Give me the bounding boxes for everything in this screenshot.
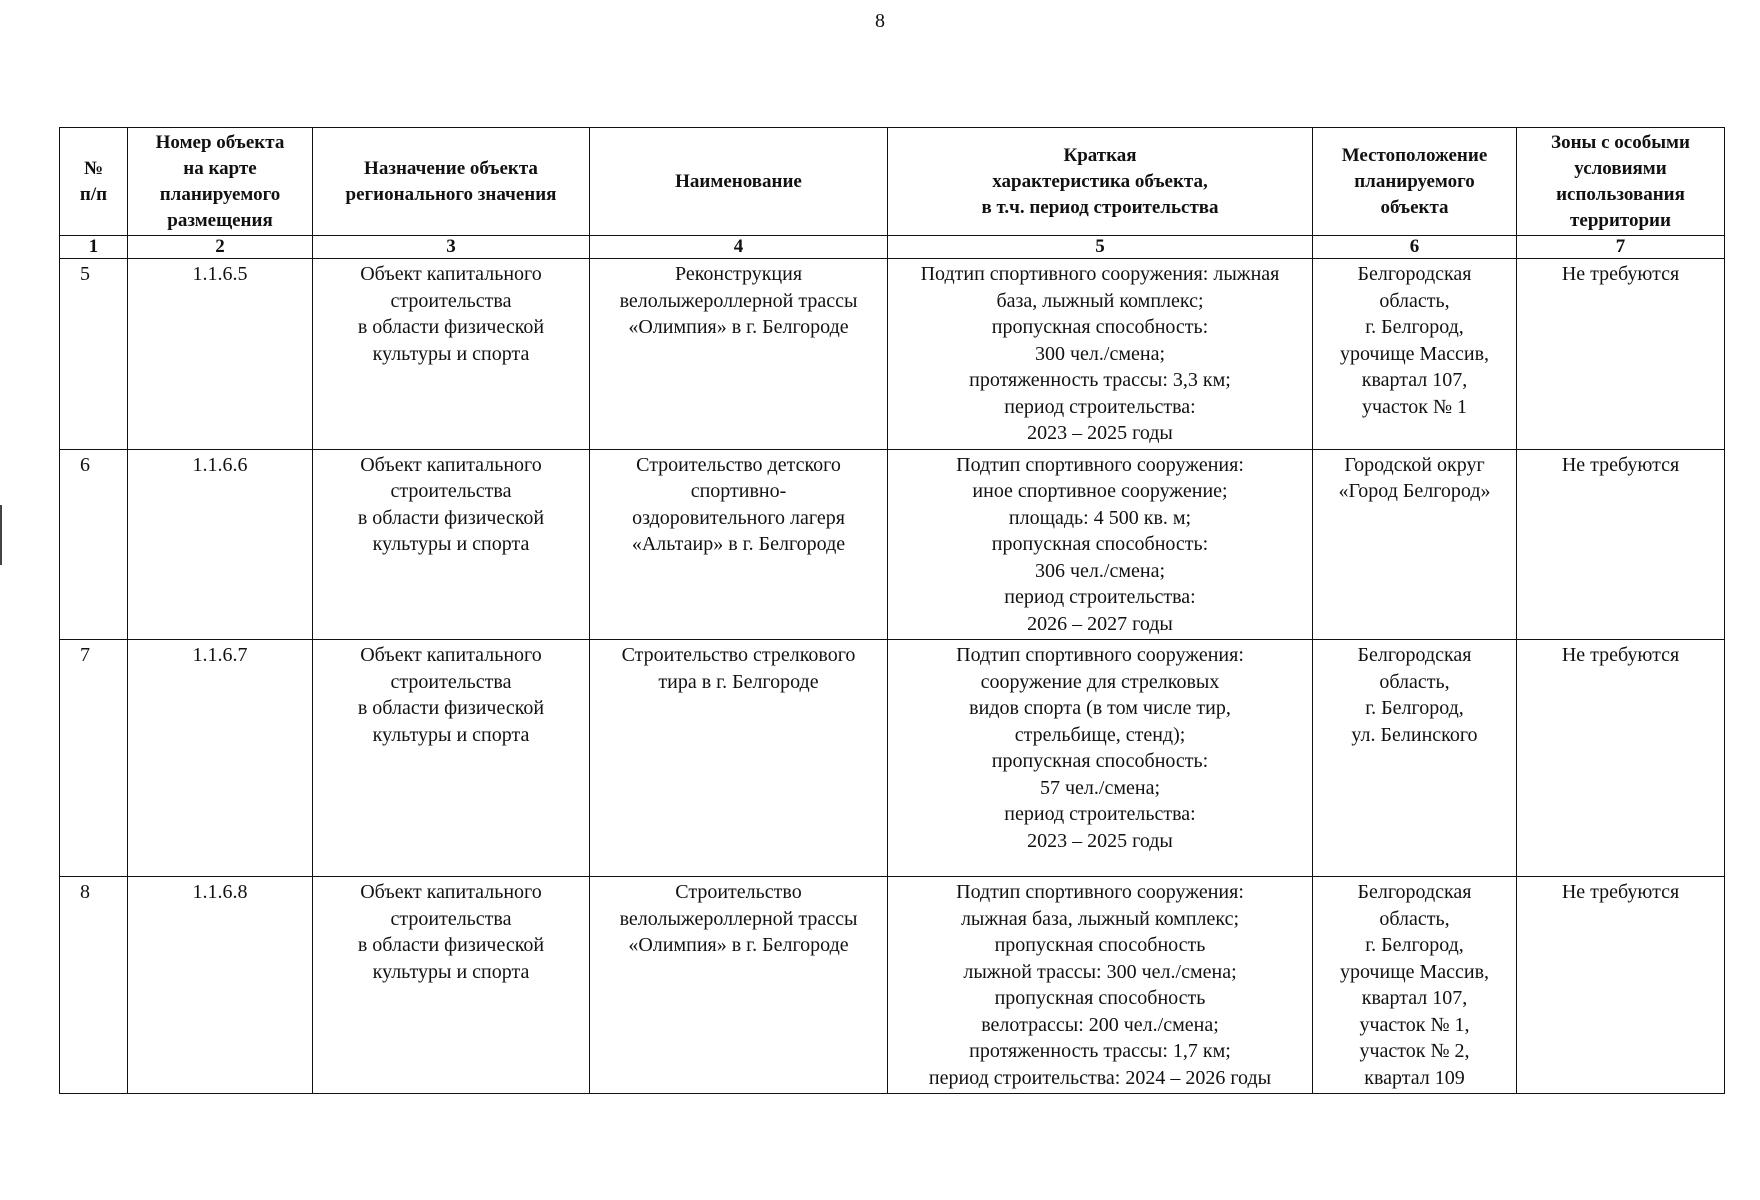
column-number: 7	[1517, 236, 1725, 259]
name-cell: Строительство велолыжероллерной трассы «Олимпия» в г. Белгороде	[590, 877, 888, 1094]
row-index-cell: 7	[60, 640, 128, 877]
table-row	[60, 449, 1725, 640]
page-number: 8	[875, 10, 885, 32]
object-number-cell: 1.1.6.7	[128, 640, 313, 877]
object-number-cell: 1.1.6.8	[128, 877, 313, 1094]
column-number: 2	[128, 236, 313, 259]
purpose-cell: Объект капитального строительства в области физической культуры и спорта	[313, 259, 590, 450]
column-header-name: Наименование	[590, 128, 888, 236]
row-index-cell: 5	[60, 259, 128, 450]
column-header-index: № п/п	[60, 128, 128, 236]
table-row	[60, 877, 1725, 1094]
location-cell: Белгородская область, г. Белгород, урочище Массив, квартал 107, участок № 1, участок № 2, квартал 109	[1313, 877, 1517, 1094]
zones-cell: Не требуются	[1517, 259, 1725, 450]
column-number: 1	[60, 236, 128, 259]
column-number: 5	[888, 236, 1313, 259]
purpose-cell: Объект капитального строительства в области физической культуры и спорта	[313, 449, 590, 640]
purpose-cell: Объект капитального строительства в области физической культуры и спорта	[313, 877, 590, 1094]
column-header-location: Местоположение планируемого объекта	[1313, 128, 1517, 236]
margin-binding-mark	[0, 505, 2, 565]
column-number: 4	[590, 236, 888, 259]
column-header-zones: Зоны с особыми условиями использования территории	[1517, 128, 1725, 236]
column-number: 6	[1313, 236, 1517, 259]
object-number-cell: 1.1.6.6	[128, 449, 313, 640]
column-header-object-number: Номер объекта на карте планируемого размещения	[128, 128, 313, 236]
row-index-cell: 6	[60, 449, 128, 640]
column-header-purpose: Назначение объекта регионального значения	[313, 128, 590, 236]
row-index-cell: 8	[60, 877, 128, 1094]
location-cell: Белгородская область, г. Белгород, ул. Белинского	[1313, 640, 1517, 877]
zones-cell: Не требуются	[1517, 449, 1725, 640]
description-cell: Подтип спортивного сооружения: иное спортивное сооружение; площадь: 4 500 кв. м; пропускная способность: 306 чел./смена; период строительства: 2026 – 2027 годы	[888, 449, 1313, 640]
table-row	[60, 259, 1725, 450]
zones-cell: Не требуются	[1517, 877, 1725, 1094]
name-cell: Строительство детского спортивно- оздоровительного лагеря «Альтаир» в г. Белгороде	[590, 449, 888, 640]
description-cell: Подтип спортивного сооружения: лыжная база, лыжный комплекс; пропускная способность лыжной трассы: 300 чел./смена; пропускная способность велотрассы: 200 чел./смена; протяженность трассы: 1,7 км; период строительства: 2024 – 2026 годы	[888, 877, 1313, 1094]
table-header-row	[60, 128, 1725, 236]
location-cell: Городской округ «Город Белгород»	[1313, 449, 1517, 640]
object-number-cell: 1.1.6.5	[128, 259, 313, 450]
objects-table	[59, 127, 1725, 1094]
column-number-row	[60, 236, 1725, 259]
column-header-description: Краткая характеристика объекта, в т.ч. период строительства	[888, 128, 1313, 236]
name-cell: Строительство стрелкового тира в г. Белгороде	[590, 640, 888, 877]
location-cell: Белгородская область, г. Белгород, урочище Массив, квартал 107, участок № 1	[1313, 259, 1517, 450]
zones-cell: Не требуются	[1517, 640, 1725, 877]
name-cell: Реконструкция велолыжероллерной трассы «Олимпия» в г. Белгороде	[590, 259, 888, 450]
description-cell: Подтип спортивного сооружения: сооружение для стрелковых видов спорта (в том числе тир, стрельбище, стенд); пропускная способность: 57 чел./смена; период строительства: 2023 – 2025 годы	[888, 640, 1313, 877]
table-row	[60, 640, 1725, 877]
column-number: 3	[313, 236, 590, 259]
purpose-cell: Объект капитального строительства в области физической культуры и спорта	[313, 640, 590, 877]
description-cell: Подтип спортивного сооружения: лыжная база, лыжный комплекс; пропускная способность: 300 чел./смена; протяженность трассы: 3,3 км; период строительства: 2023 – 2025 годы	[888, 259, 1313, 450]
